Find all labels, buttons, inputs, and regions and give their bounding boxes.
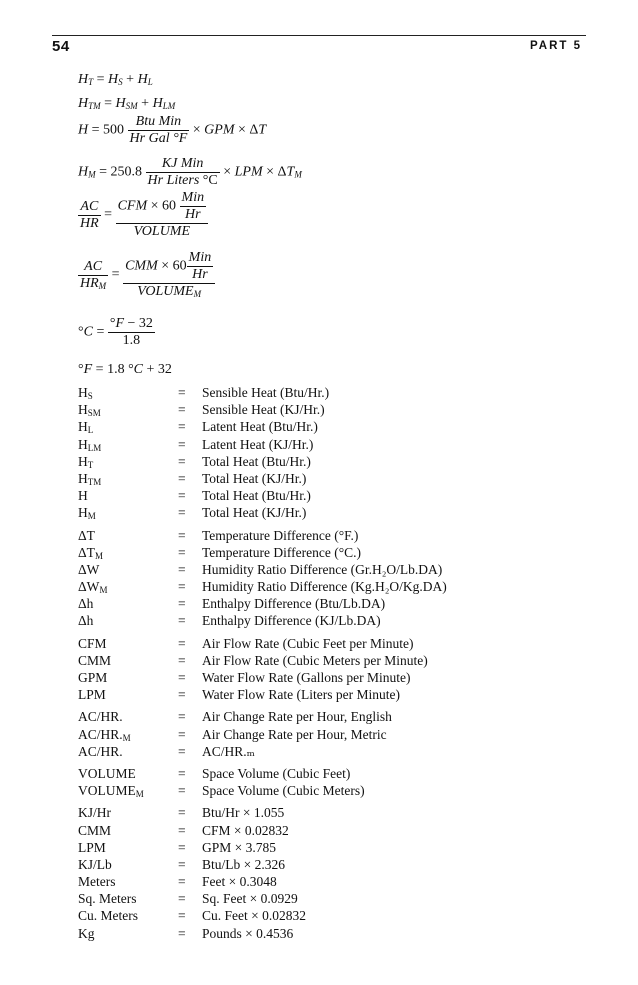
definition-symbol: CFM — [78, 635, 107, 651]
definition-row — [78, 686, 447, 703]
definition-symbol: LPM — [78, 839, 106, 855]
definition-row — [78, 782, 447, 799]
definition-subscript: T — [87, 459, 94, 470]
definition-subscript: S — [87, 391, 93, 401]
definition-description: Total Heat (Btu/Hr.) — [202, 453, 311, 469]
definition-subscript: LM — [87, 442, 102, 453]
definition-row — [78, 401, 447, 418]
definition-symbol: Δh — [78, 596, 94, 612]
definition-description: Sensible Heat (KJ/Hr.) — [202, 402, 325, 418]
definition-symbol: LPM — [78, 687, 106, 703]
definition-row — [78, 635, 447, 652]
definition-row — [78, 436, 447, 453]
definition-description: Enthalpy Difference (Btu/Lb.DA) — [202, 596, 386, 612]
equation-air-change-metric: $\frac{AC}{HR_M}$ = CMM × 60 $\frac{\text{Min}}{Hr}$ $VOLUME_M$ — [78, 250, 215, 300]
definition-description: Air Flow Rate (Cubic Feet per Minute) — [202, 635, 414, 651]
definition-description: Total Heat (KJ/Hr.) — [202, 505, 307, 521]
definition-symbol: CMM — [78, 652, 112, 668]
definition-description: Total Heat (Btu/Hr.) — [202, 488, 311, 504]
definition-description: Temperature Difference (°C.) — [202, 544, 361, 560]
definition-equals: = — [178, 670, 186, 685]
definition-row — [78, 418, 447, 435]
definition-equals: = — [178, 822, 186, 838]
definition-description: Space Volume (Cubic Feet) — [202, 765, 351, 781]
equation-total-heat-metric: $H_{TM} = H_{SM} + H_{LM}$ — [78, 96, 176, 111]
definitions-list — [78, 384, 447, 947]
definition-equals: = — [178, 891, 186, 907]
definition-symbol: Δh — [78, 613, 94, 629]
definition-row — [78, 873, 447, 890]
definition-row — [78, 726, 447, 743]
definition-symbol: $H_{TM}$ — [78, 470, 102, 487]
definition-description: Air Flow Rate (Cubic Meters per Minute) — [202, 652, 428, 668]
definition-symbol: KJ/Lb — [78, 856, 112, 872]
definition-symbol: $AC/HR._M$ — [78, 726, 131, 743]
definition-row — [78, 578, 447, 595]
definition-symbol: Kg — [78, 925, 95, 941]
definition-subscript: M — [94, 550, 103, 561]
definition-equals: = — [178, 488, 186, 504]
definition-symbol: $VOLUME_M$ — [78, 783, 144, 800]
definition-group — [78, 384, 447, 522]
definition-description: Space Volume (Cubic Meters) — [202, 783, 365, 799]
definition-subscript: M — [135, 789, 144, 800]
definition-equals: = — [178, 765, 186, 781]
definition-symbol: AC/HR. — [78, 743, 123, 759]
definition-equals: = — [178, 805, 186, 821]
definition-row — [78, 384, 447, 401]
definition-description: Water Flow Rate (Gallons per Minute) — [202, 670, 411, 685]
definition-row — [78, 527, 447, 544]
definition-row — [78, 708, 447, 725]
definition-equals: = — [178, 613, 186, 629]
definition-description: Water Flow Rate (Liters per Minute) — [202, 687, 400, 703]
definition-equals: = — [178, 402, 186, 418]
definition-row — [78, 822, 447, 839]
definition-row — [78, 907, 447, 924]
definition-description: Humidity Ratio Difference (Gr.H₂O/Lb.DA) — [202, 561, 443, 577]
definition-equals: = — [178, 527, 186, 543]
definition-description: Btu/Hr × 1.055 — [202, 805, 285, 821]
definition-row — [78, 652, 447, 669]
definition-group — [78, 635, 447, 704]
definition-description: Temperature Difference (°F.) — [202, 527, 359, 543]
equation-fahrenheit: °F = 1.8 °C + 32 — [78, 362, 172, 377]
definition-equals: = — [178, 652, 186, 668]
definition-symbol: ΔT — [78, 527, 95, 543]
definition-symbol: $H_{SM}$ — [78, 402, 101, 419]
definition-row — [78, 470, 447, 487]
definition-subscript: TM — [87, 476, 102, 487]
part-label: PART 5 — [529, 40, 582, 52]
definition-symbol: GPM — [78, 670, 108, 685]
definition-row — [78, 804, 447, 821]
definition-description: Sensible Heat (Btu/Hr.) — [202, 385, 330, 400]
definition-group — [78, 765, 447, 799]
definition-subscript: M — [122, 732, 131, 743]
definition-description: Cu. Feet × 0.02832 — [202, 908, 306, 924]
equation-water-heat: H = 500 $\frac{\text{Btu Min}}{\text{Hr Gal °F}}$ × GPM × ΔT — [78, 114, 267, 146]
definition-equals: = — [178, 783, 186, 799]
header-rule — [52, 35, 586, 36]
equation-celsius: °C = $\frac{^\circ F - 32}{1.8}$ — [78, 316, 153, 348]
definition-row — [78, 765, 447, 782]
definition-symbol: $\Delta W_M$ — [78, 579, 108, 596]
definition-subscript: L — [87, 425, 94, 436]
definition-equals: = — [178, 635, 186, 651]
definition-equals: = — [178, 908, 186, 924]
definition-row — [78, 453, 447, 470]
definition-symbol: KJ/Hr — [78, 805, 111, 821]
definition-group — [78, 527, 447, 630]
definition-symbol: $H_{LM}$ — [78, 436, 102, 453]
definition-equals: = — [178, 743, 186, 759]
definition-symbol: CMM — [78, 822, 112, 838]
definition-description: Air Change Rate per Hour, English — [202, 709, 392, 725]
definition-description: GPM × 3.785 — [202, 839, 276, 855]
definition-description: Latent Heat (KJ/Hr.) — [202, 436, 314, 452]
definition-row — [78, 890, 447, 907]
definition-subscript: M — [87, 511, 96, 522]
definition-row — [78, 561, 447, 578]
definition-symbol: Meters — [78, 874, 116, 890]
definition-equals: = — [178, 419, 186, 435]
definition-description: CFM × 0.02832 — [202, 822, 289, 838]
definition-equals: = — [178, 561, 186, 577]
definition-subscript: M — [99, 585, 108, 596]
definition-equals: = — [178, 436, 186, 452]
definition-row — [78, 743, 447, 760]
definition-symbol: $H_L$ — [78, 419, 94, 436]
definition-symbol: Sq. Meters — [78, 891, 137, 907]
definition-equals: = — [178, 505, 186, 521]
definition-symbol: H — [78, 488, 88, 504]
definition-description: Btu/Lb × 2.326 — [202, 856, 285, 872]
definition-row — [78, 595, 447, 612]
equation-air-change: $\frac{AC}{HR}$ = CFM × 60 $\frac{\text{Min}}{Hr}$ VOLUME — [78, 190, 208, 240]
definition-equals: = — [178, 579, 186, 595]
definition-equals: = — [178, 726, 186, 742]
definition-symbol: AC/HR. — [78, 709, 123, 725]
definition-description: Air Change Rate per Hour, Metric — [202, 726, 387, 742]
definition-equals: = — [178, 839, 186, 855]
page-number: 54 — [52, 38, 70, 55]
definition-equals: = — [178, 709, 186, 725]
equation-water-heat-metric: $H_M = 250.8$ $\frac{\text{KJ Min}}{\text{Hr Liters °C}}$ × LPM × $\Delta T_M$ — [78, 156, 302, 188]
definition-description: Pounds × 0.4536 — [202, 925, 294, 941]
definition-equals: = — [178, 453, 186, 469]
definition-symbol: $\Delta T_M$ — [78, 544, 103, 561]
definition-description: Latent Heat (Btu/Hr.) — [202, 419, 318, 435]
definition-description: AC/HR.ₘ — [202, 743, 255, 759]
definition-symbol: VOLUME — [78, 765, 136, 781]
definition-group — [78, 804, 447, 942]
definition-description: Total Heat (KJ/Hr.) — [202, 470, 307, 486]
definition-symbol: $H_M$ — [78, 505, 96, 522]
definition-row — [78, 839, 447, 856]
definition-row — [78, 925, 447, 942]
definition-equals: = — [178, 596, 186, 612]
definition-row — [78, 544, 447, 561]
definition-row — [78, 504, 447, 521]
definition-equals: = — [178, 385, 186, 400]
definition-equals: = — [178, 925, 186, 941]
definition-description: Enthalpy Difference (KJ/Lb.DA) — [202, 613, 381, 629]
definition-symbol: $H_T$ — [78, 453, 94, 470]
equation-total-heat: $H_T = H_S + H_L$ — [78, 72, 153, 87]
definition-subscript: SM — [87, 408, 101, 419]
definition-equals: = — [178, 544, 186, 560]
definition-row — [78, 487, 447, 504]
definition-description: Feet × 0.3048 — [202, 874, 277, 890]
definition-equals: = — [178, 874, 186, 890]
definition-equals: = — [178, 687, 186, 703]
definition-symbol: $H_S$ — [78, 385, 93, 401]
definition-description: Humidity Ratio Difference (Kg.H₂O/Kg.DA) — [202, 579, 447, 595]
definition-row — [78, 856, 447, 873]
definition-equals: = — [178, 470, 186, 486]
definition-equals: = — [178, 856, 186, 872]
definition-symbol: Cu. Meters — [78, 908, 138, 924]
definition-description: Sq. Feet × 0.0929 — [202, 891, 298, 907]
definition-row — [78, 612, 447, 629]
definition-row — [78, 669, 447, 686]
definition-symbol: ΔW — [78, 561, 100, 577]
definition-group — [78, 708, 447, 760]
